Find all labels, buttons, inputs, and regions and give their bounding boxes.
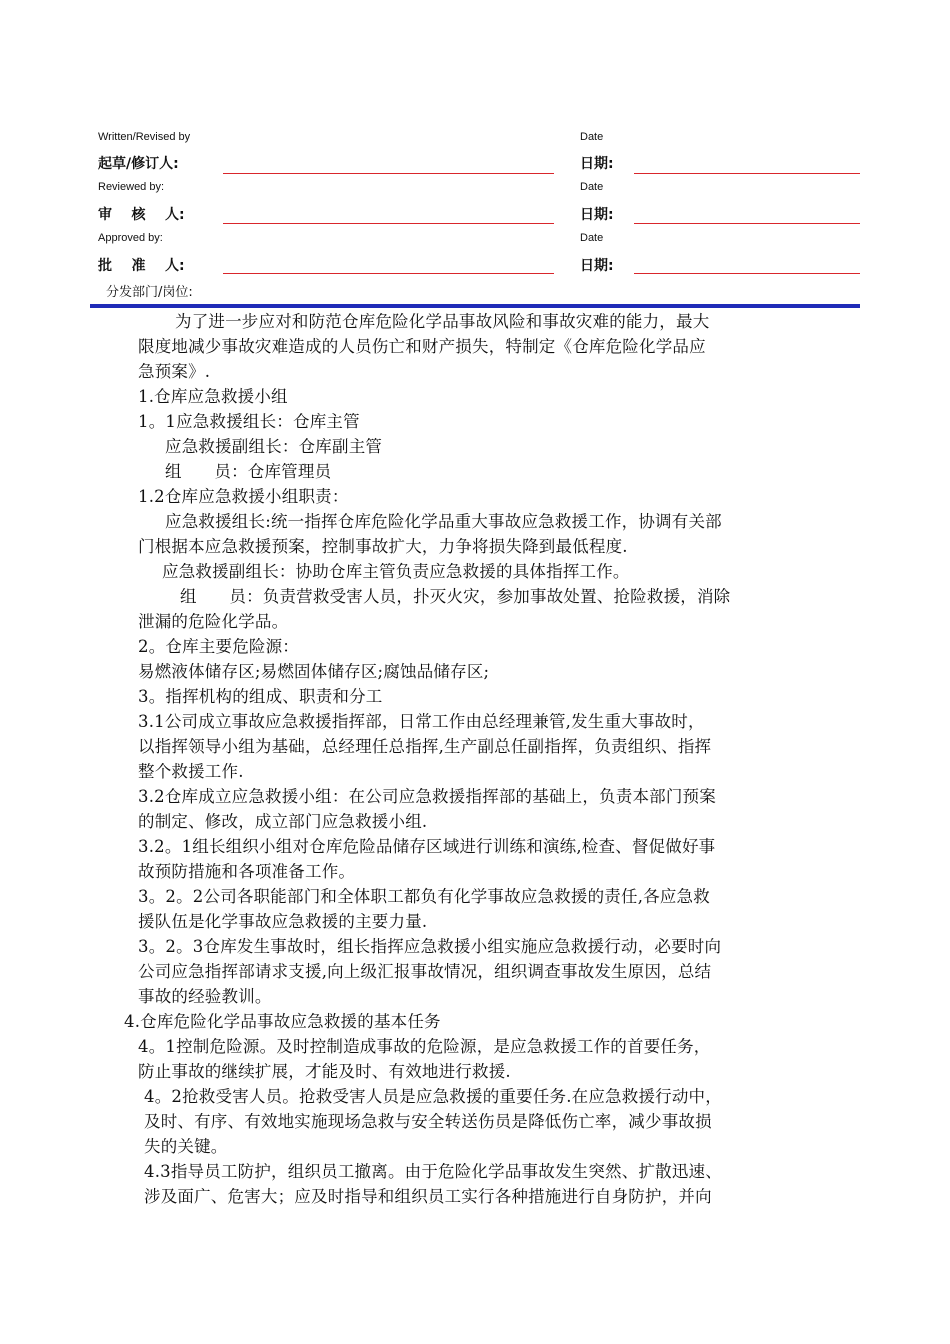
header-divider [90,304,860,308]
date-label-2: 日期: [580,207,614,223]
date-label-en-3: Date [580,232,604,244]
paragraph-line: 的制定、修改，成立部门应急救援小组. [138,812,428,831]
section-heading: 1.仓库应急救援小组 [138,387,288,406]
paragraph-line: 4。2抢救受害人员。抢救受害人员是应急救援的重要任务.在应急救援行动中， [144,1087,722,1106]
paragraph-line: 1.2仓库应急救援小组职责： [138,487,349,506]
paragraph-line: 3。2。2公司各职能部门和全体职工都负有化学事故应急救援的责任,各应急救 [138,887,710,906]
reviewed-by-label-en: Reviewed by: [98,181,165,193]
date-label-3: 日期: [580,258,614,274]
paragraph-line: 4.3指导员工防护，组织员工撤离。由于危险化学品事故发生突然、扩散迅速、 [144,1162,722,1181]
section-heading: 2。仓库主要危险源： [138,637,299,656]
date-label-en-1: Date [580,131,604,143]
paragraph-line: 限度地减少事故灾难造成的人员伤亡和财产损失，特制定《仓库危险化学品应 [138,337,706,356]
paragraph-line: 涉及面广、危害大；应及时指导和组织员工实行各种措施进行自身防护，并向 [144,1187,712,1206]
approved-by-signature-line[interactable] [223,273,554,274]
reviewed-by-label: 审 核 人: [98,207,185,223]
section-heading: 4.仓库危险化学品事故应急救援的基本任务 [124,1012,441,1031]
paragraph-line: 易燃液体储存区;易燃固体储存区;腐蚀品储存区; [138,662,490,681]
paragraph-line: 以指挥领导小组为基础，总经理任总指挥,生产副总任副指挥，负责组织、指挥 [138,737,712,756]
paragraph-line: 4。1控制危险源。及时控制造成事故的危险源，是应急救援工作的首要任务， [138,1037,711,1056]
date-line-3[interactable] [634,273,860,274]
paragraph-line: 为了进一步应对和防范仓库危险化学品事故风险和事故灾难的能力，最大 [175,312,710,331]
paragraph-line: 应急救援副组长：仓库副主管 [165,437,383,456]
written-by-label-en: Written/Revised by [98,131,191,143]
paragraph-line: 泄漏的危险化学品。 [138,612,289,631]
date-label-1: 日期: [580,156,614,172]
paragraph-line: 1。1应急救援组长：仓库主管 [138,412,360,431]
written-by-label: 起草/修订人: [98,156,179,172]
approved-by-label-en: Approved by: [98,232,163,244]
paragraph-line: 及时、有序、有效地实施现场急救与安全转送伤员是降低伤亡率，减少事故损 [144,1112,712,1131]
paragraph-line: 3.2。1组长组织小组对仓库危险品储存区域进行训练和演练,检查、督促做好事 [138,837,716,856]
reviewed-by-signature-line[interactable] [223,223,554,224]
paragraph-line: 公司应急指挥部请求支援,向上级汇报事故情况，组织调查事故发生原因，总结 [138,962,712,981]
approved-by-label: 批 准 人: [98,258,185,274]
paragraph-line: 应急救援副组长：协助仓库主管负责应急救援的具体指挥工作。 [162,562,630,581]
paragraph-line: 门根据本应急救援预案，控制事故扩大，力争将损失降到最低程度. [138,537,628,556]
paragraph-line: 事故的经验教训。 [138,987,272,1006]
paragraph-line: 3.2仓库成立应急救援小组：在公司应急救援指挥部的基础上，负责本部门预案 [138,787,716,806]
paragraph-line: 防止事故的继续扩展，才能及时、有效地进行救援. [138,1062,511,1081]
paragraph-line: 失的关键。 [144,1137,228,1156]
paragraph-line: 组 员：负责营救受害人员，扑灭火灾，参加事故处置、抢险救援，消除 [180,587,731,606]
paragraph-line: 组 员：仓库管理员 [165,462,332,481]
date-line-1[interactable] [634,173,860,174]
paragraph-line: 3.1公司成立事故应急救援指挥部，日常工作由总经理兼管,发生重大事故时， [138,712,705,731]
paragraph-line: 急预案》. [138,362,211,381]
paragraph-line: 整个救援工作. [138,762,244,781]
paragraph-line: 故预防措施和各项准备工作。 [138,862,356,881]
paragraph-line: 应急救援组长:统一指挥仓库危险化学品重大事故应急救援工作，协调有关部 [165,512,722,531]
distribution-label: 分发部门/岗位: [106,285,193,300]
paragraph-line: 3。2。3仓库发生事故时，组长指挥应急救援小组实施应急救援行动，必要时向 [138,937,722,956]
paragraph-line: 援队伍是化学事故应急救援的主要力量. [138,912,428,931]
date-line-2[interactable] [634,223,860,224]
written-by-signature-line[interactable] [223,173,554,174]
date-label-en-2: Date [580,181,604,193]
section-heading: 3。指挥机构的组成、职责和分工 [138,687,383,706]
